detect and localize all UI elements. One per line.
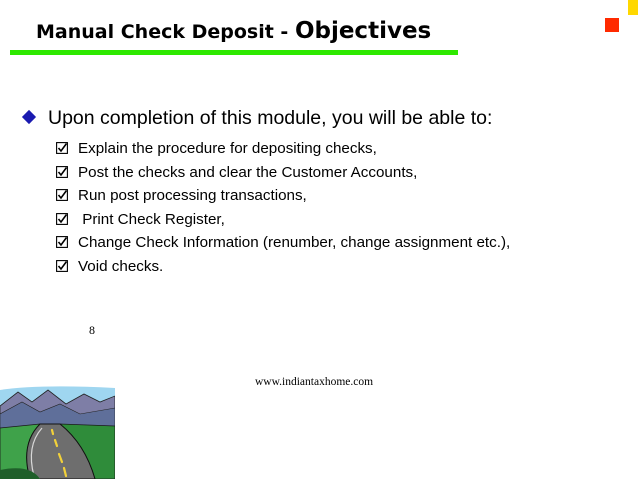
slide-title-main: Manual Check Deposit - — [36, 21, 295, 43]
footer-url: www.indiantaxhome.com — [255, 376, 374, 388]
diamond-bullet-icon — [22, 110, 36, 124]
objective-item — [54, 258, 614, 282]
objective-text: Explain the procedure for depositing checks, — [78, 140, 377, 157]
objective-text: Post the checks and clear the Customer Accounts, — [78, 163, 418, 181]
objective-text: Run post processing transactions, — [78, 187, 307, 204]
checkbox-checked-icon — [56, 166, 68, 178]
checkbox-checked-icon — [56, 189, 68, 201]
page-number: 8 — [89, 323, 95, 337]
objective-text: Print Check Register, — [78, 210, 225, 228]
checkbox-checked-icon — [56, 260, 68, 272]
checkbox-checked-icon — [56, 236, 68, 248]
objective-text: Change Check Information (renumber, change assignment etc.), — [78, 234, 511, 251]
corner-red-square — [605, 18, 619, 32]
main-bullet-item — [20, 108, 520, 134]
slide-title-emphasis: Objectives — [294, 18, 432, 44]
corner-yellow-square — [628, 0, 638, 15]
checkbox-checked-icon — [56, 142, 68, 154]
objective-item — [54, 140, 614, 164]
slide-title — [36, 18, 431, 44]
objective-text: Void checks. — [78, 257, 164, 275]
winding-road-clipart — [0, 384, 115, 479]
objective-item — [54, 234, 614, 258]
objectives-list — [54, 140, 614, 281]
objective-item — [54, 187, 614, 211]
title-underline — [10, 50, 458, 55]
checkbox-checked-icon — [56, 213, 68, 225]
objective-item — [54, 164, 614, 188]
main-bullet-text: Upon completion of this module, you will be able to: — [48, 107, 493, 129]
objective-item — [54, 211, 614, 235]
